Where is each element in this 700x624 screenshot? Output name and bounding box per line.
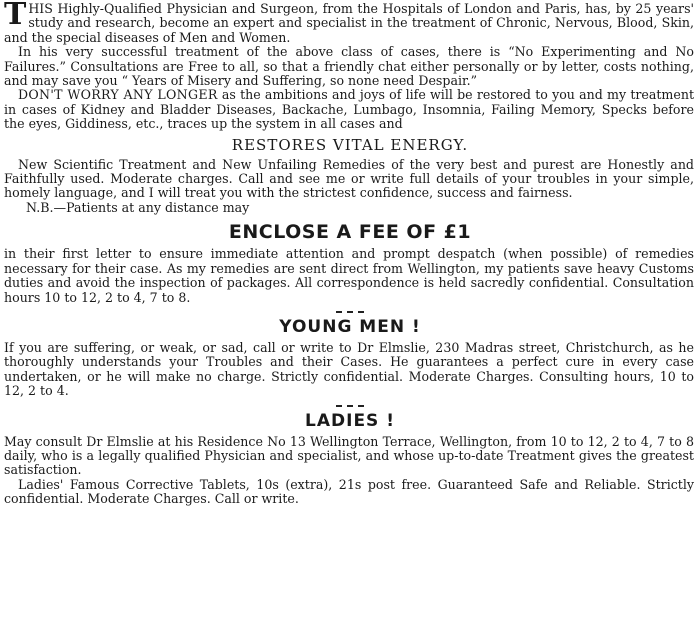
intro-text: HIS Highly-Qualified Physician and Surgeon, from the Hospitals of London and Paris, has, by 25 years' study and research, become an expert and specialist in the treatment of Chronic, Nervous, Blood, Skin, and the special diseases of Men and Women. bbox=[4, 1, 694, 45]
treatment-paragraph: In his very successful treatment of the above class of cases, there is “No Experimenting and No Failures.” Consultations are Free to all, so that a friendly chat either personally or by letter, costs nothing, and may save you “ Years of Misery and Suffering, so none need Despair.” bbox=[4, 44, 694, 89]
section-divider bbox=[0, 311, 700, 313]
young-men-heading: YOUNG MEN ! bbox=[279, 316, 421, 337]
divider-dashes bbox=[336, 311, 364, 313]
dont-worry-paragraph bbox=[4, 88, 694, 131]
nb-note: N.B.—Patients at any distance may bbox=[26, 199, 250, 215]
young-men-paragraph: If you are suffering, or weak, or sad, call or write to Dr Elmslie, 230 Madras street, Christchurch, as he thoroughly understands your Troubles and their Cases. He guarantees a perfect cure in every case undertaken, or he will make no charge. Strictly confidential. Moderate Charges. Consulting hours, 10 to 12, 2 to 4. bbox=[4, 339, 694, 399]
first-letter-paragraph: in their first letter to ensure immediate attention and prompt despatch (when possible) of remedies necessary for their case. As my remedies are sent direct from Wellington, my patients save heavy Customs duties and avoid the inspection of packages. All correspondence is held sacredly confidential. Consultation hours 10 to 12, 2 to 4, 7 to 8. bbox=[4, 246, 694, 305]
ladies-paragraph: May consult Dr Elmslie at his Residence No 13 Wellington Terrace, Wellington, from 10 to 12, 2 to 4, 7 to 8 daily, who is a legally qualified Physician and specialist, and whose up-to-date Treatment gives the greatest satisfaction. bbox=[4, 433, 694, 478]
ladies-heading: LADIES ! bbox=[305, 410, 395, 431]
corrective-tablets-paragraph: Ladies' Famous Corrective Tablets, 10s (extra), 21s post free. Guaranteed Safe and Reliable. Strictly confidential. Moderate Charges. Call or write. bbox=[4, 476, 694, 507]
scientific-treatment-paragraph: New Scientific Treatment and New Unfailing Remedies of the very best and purest are Honestly and Faithfully used. Moderate charges. Call and see me or write full details of your troubles in your simple, homely language, and I will treat you with the strictest confidence, success and fairness. bbox=[4, 156, 694, 201]
drop-cap: T bbox=[4, 0, 27, 32]
section-divider-2 bbox=[0, 405, 700, 407]
dont-worry-lead: DON'T WORRY ANY LONGER bbox=[18, 87, 218, 103]
intro-paragraph bbox=[4, 2, 694, 45]
enclose-fee-heading: ENCLOSE A FEE OF £1 bbox=[228, 221, 472, 244]
restores-vital-energy-heading: RESTORES VITAL ENERGY. bbox=[231, 135, 469, 154]
dont-worry-text: as the ambitions and joys of life will be restored to you and my treatment in cases of Kidney and Bladder Diseases, Backache, Lumbago, Insomnia, Failing Memory, Specks before the eyes, Giddiness, etc., traces up the system in all cases and bbox=[4, 87, 695, 132]
divider-dashes-2 bbox=[336, 405, 364, 407]
